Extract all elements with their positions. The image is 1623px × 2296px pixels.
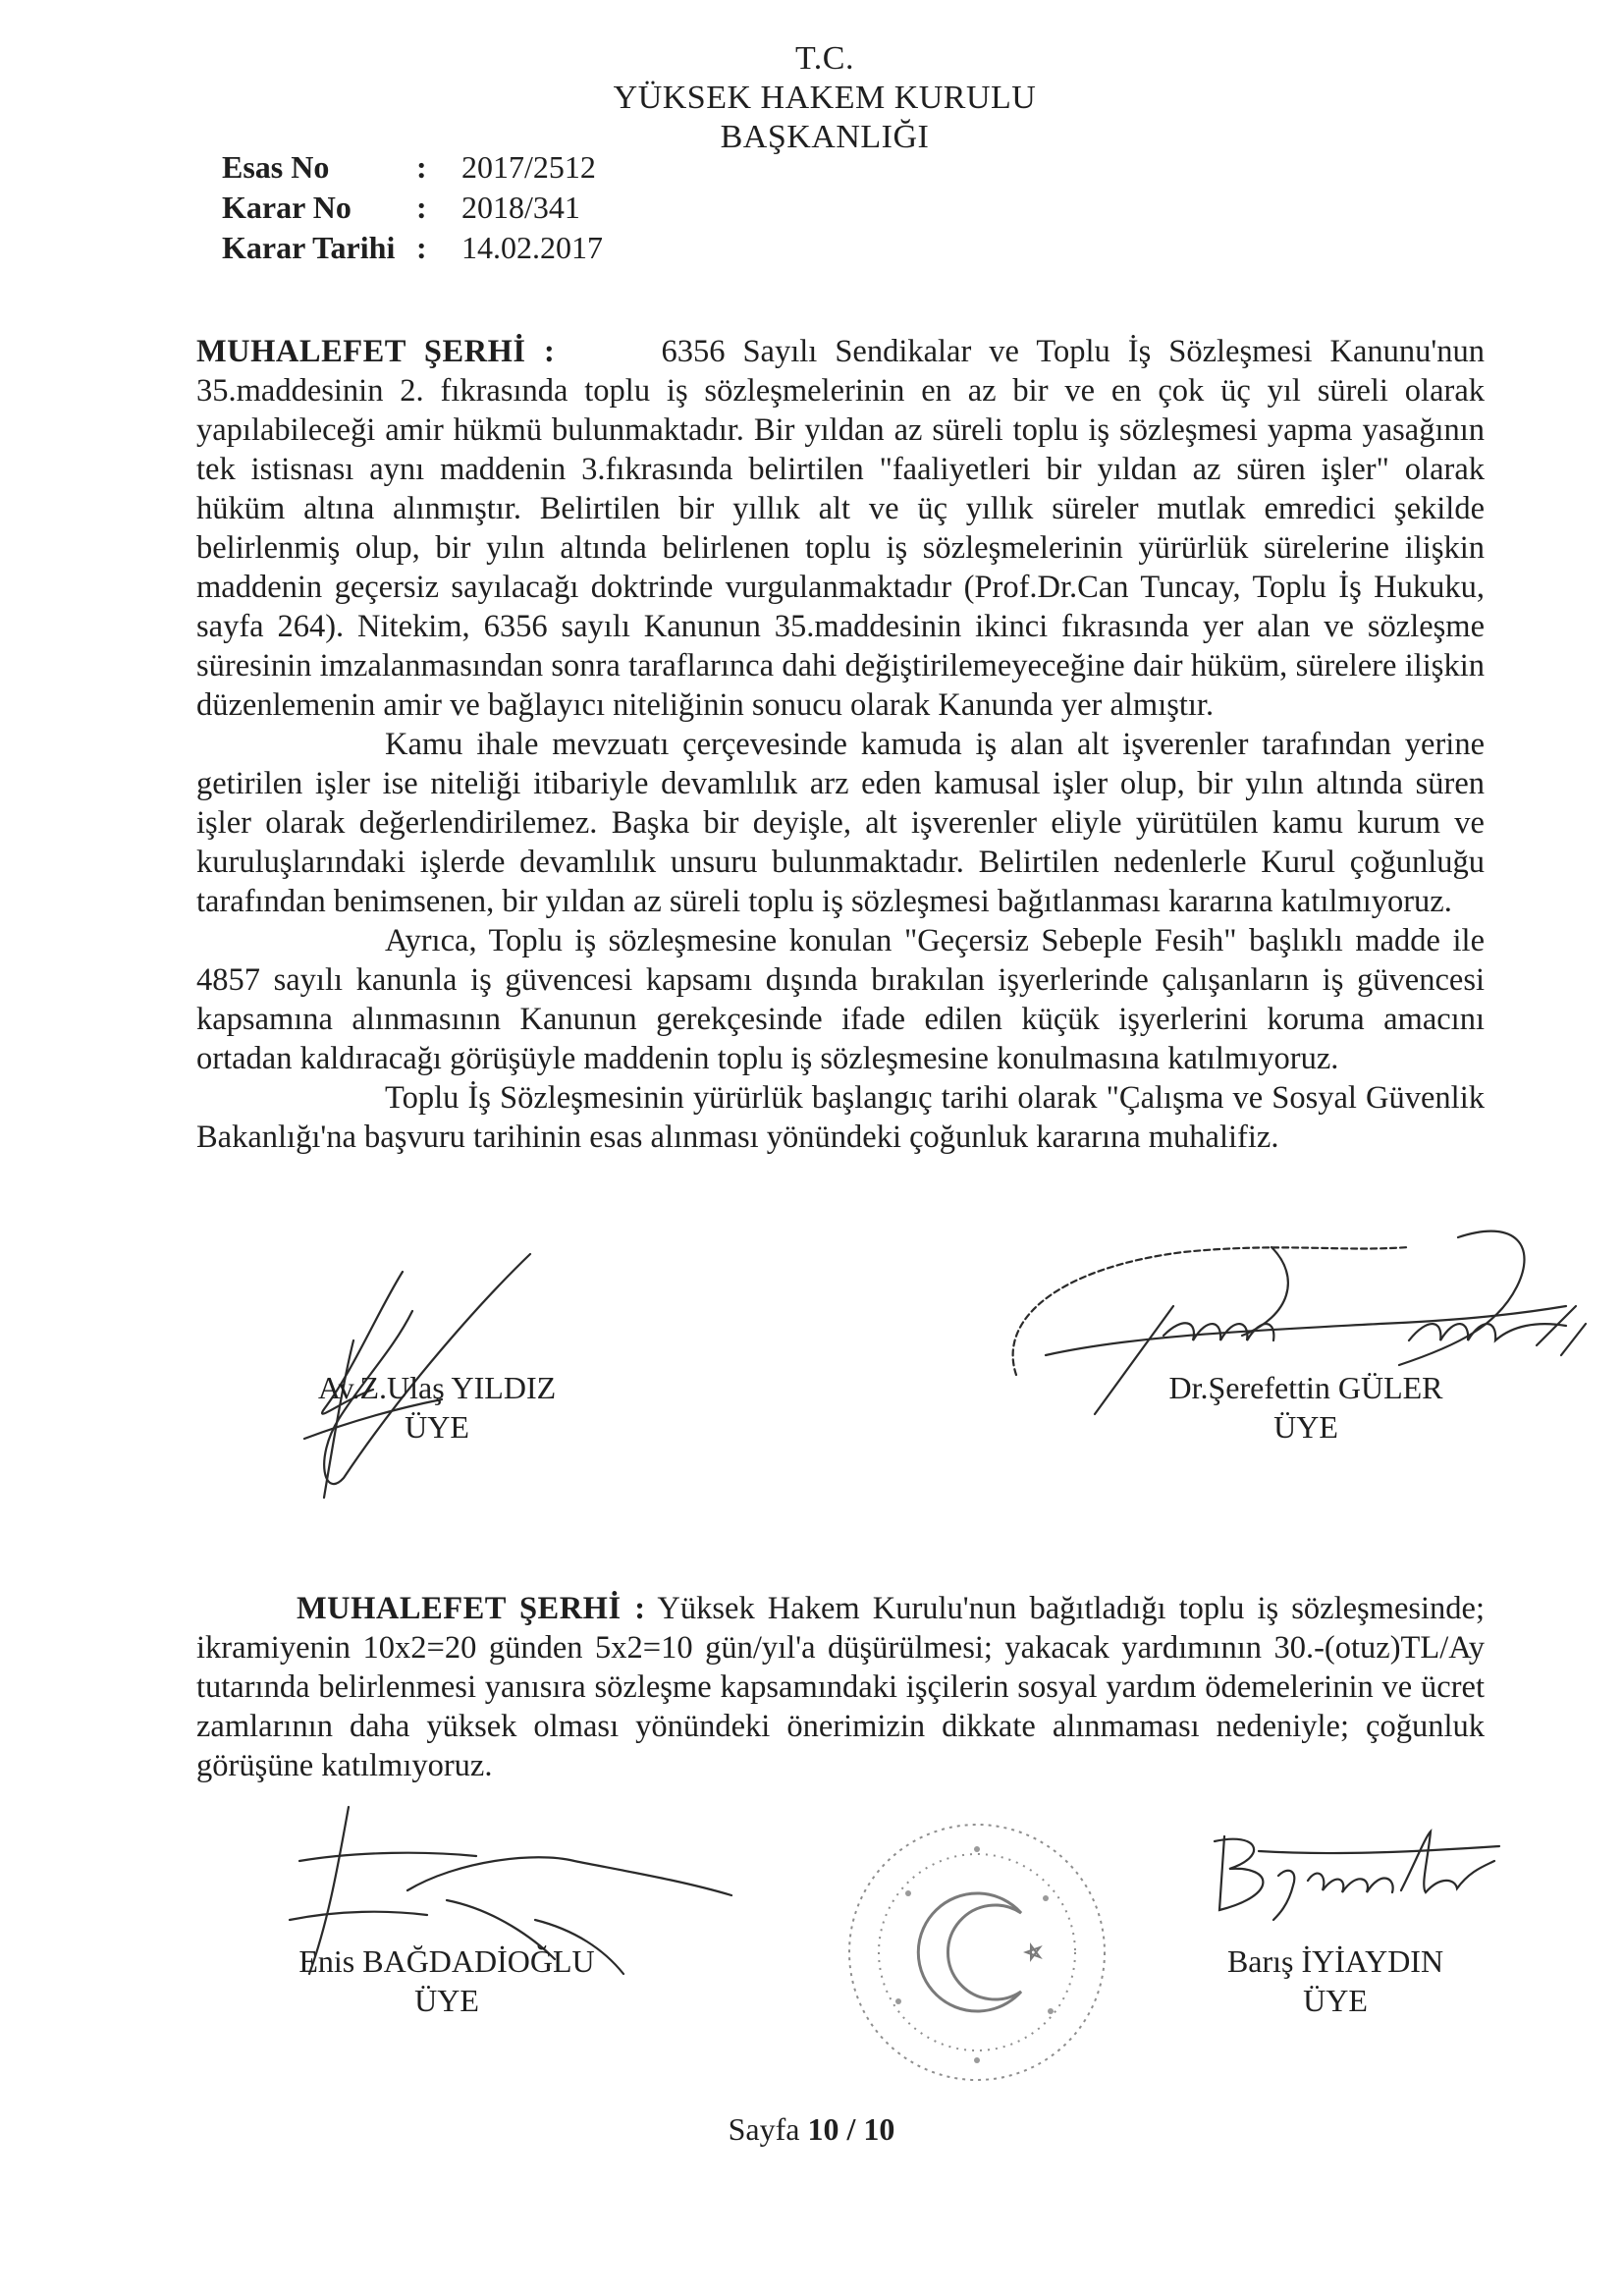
signatory-name-yildiz: Av.Z.Ulaş YILDIZ [317, 1370, 557, 1405]
institution-header [550, 39, 1100, 157]
esas-value: 2017/2512 [461, 149, 596, 185]
signature-block-yildiz [280, 1368, 594, 1447]
tarih-row [222, 228, 603, 268]
header-line-tc: T.C. [795, 40, 854, 77]
dissent1-paragraph-1 [196, 332, 1485, 725]
dissent1-paragraph-3: Ayrıca, Toplu iş sözleşmesine konulan "Geçersiz Sebeple Fesih" başlıklı madde ile 4857 sayılı kanunla iş güvencesi kapsamı dışında bırakılan işyerlerinde çalışanların iş güvencesi kapsamına alınmasının Kanunun gerekçesinde ifade edilen küçük işyerlerini koruma amacını ortadan kaldıracağı görüşüyle maddenin toplu iş sözleşmesine konulmasına katılmıyoruz. [196, 923, 1485, 1076]
dissent2-title: MUHALEFET ŞERHİ : [297, 1591, 646, 1626]
signature-block-bagdadioglu [260, 1941, 633, 2020]
dissent-opinion-2 [196, 1589, 1485, 1785]
dissent1-title: MUHALEFET ŞERHİ : [196, 334, 556, 369]
signature-iyiaydin [1200, 1822, 1514, 1930]
signatory-name-bagdadioglu: Enis BAĞDADİOĞLU [298, 1943, 595, 1979]
case-metadata [222, 147, 603, 268]
signature-block-guler [1119, 1368, 1492, 1447]
header-line-presidency: BAŞKANLIĞI [720, 119, 930, 155]
official-seal [839, 1815, 1114, 2090]
signatory-role-iyiaydin: ÜYE [1303, 1983, 1368, 2018]
dissent1-paragraph-1-text: 6356 Sayılı Sendikalar ve Toplu İş Sözleşmesi Kanunu'nun 35.maddesinin 2. fıkrasında toplu iş sözleşmelerinin en az bir ve en çok üç yıl süreli olarak yapılabileceği amir hükmü bulunmaktadır. Bir yıldan az süreli toplu iş sözleşmesi yapma yasağının tek istisnası aynı maddenin 3.fıkrasında belirtilen "faaliyetleri bir yıldan az süren işler" olarak hüküm altına alınmıştır. Belirtilen bir yıllık alt ve üç yıllık süreler mutlak emredici şekilde belirlenmiş olup, bir yılın altında belirlenen toplu iş sözleşmelerinin yürürlük sürelerine ilişkin maddenin geçersiz sayılacağı doktrinde vurgulanmaktadır (Prof.Dr.Can Tuncay, Toplu İş Hukuku, sayfa 264). Nitekim, 6356 sayılı Kanunun 35.maddesinin ikinci fıkrasında yer alan ve sözleşme süresinin imzalanmasından sonra taraflarınca dahi değiştirilemeyeceğine dair hüküm, sürelere ilişkin düzenlemenin amir ve bağlayıcı niteliğinin sonucu olarak Kanunda yer almıştır. [196, 334, 1486, 723]
karar-colon: : [416, 190, 427, 225]
karar-value: 2018/341 [461, 190, 580, 225]
tarih-colon: : [416, 230, 427, 265]
signature-block-iyiaydin [1168, 1941, 1502, 2020]
signatory-name-guler: Dr.Şerefettin GÜLER [1168, 1370, 1443, 1405]
page-footer [0, 2111, 1623, 2148]
page-number: 10 / 10 [807, 2111, 895, 2147]
signatory-role-guler: ÜYE [1273, 1409, 1338, 1445]
karar-row [222, 188, 603, 228]
dissent-opinion-1 [196, 332, 1485, 1157]
esas-colon: : [416, 149, 427, 185]
dissent1-paragraph-2: Kamu ihale mevzuatı çerçevesinde kamuda iş alan alt işverenler tarafından yerine getirilen işler ise niteliği itibariyle devamlılık arz eden kamusal işler olup, bir yılın altında süren işler olarak değerlendirilemez. Başka bir deyişle, alt işverenler eliyle yürütülen kamu kurum ve kuruluşlarındaki işlerde devamlılık unsuru bulunmaktadır. Belirtilen nedenlerle Kurul çoğunluğu tarafından benimsenen, bir yıldan az süreli toplu iş sözleşmesi bağıtlanması kararına katılmıyoruz. [196, 727, 1485, 919]
karar-label: Karar No [222, 190, 352, 225]
page-number-prefix: Sayfa [728, 2111, 808, 2147]
esas-row [222, 147, 603, 188]
header-line-institution: YÜKSEK HAKEM KURULU [613, 80, 1037, 116]
signatory-role-bagdadioglu: ÜYE [414, 1983, 479, 2018]
dissent1-paragraph-4: Toplu İş Sözleşmesinin yürürlük başlangıç tarihi olarak "Çalışma ve Sosyal Güvenlik Bakanlığı'na başvuru tarihinin esas alınması yönündeki çoğunluk kararına muhalifiz. [196, 1080, 1485, 1155]
esas-label: Esas No [222, 149, 330, 185]
tarih-value: 14.02.2017 [461, 230, 603, 265]
dissent2-paragraph-1 [196, 1589, 1485, 1785]
signatory-role-yildiz: ÜYE [405, 1409, 469, 1445]
tarih-label: Karar Tarihi [222, 230, 396, 265]
dissent2-paragraph-1-text: Yüksek Hakem Kurulu'nun bağıtladığı toplu iş sözleşmesinde; ikramiyenin 10x2=20 günden 5x2=10 gün/yıl'a düşürülmesi; yakacak yardımının 30.-(otuz)TL/Ay tutarında belirlenmesi yanısıra sözleşme kapsamındaki işçilerin sosyal yardım ödemelerinin ve ücret zamlarının daha yüksek olması yönündeki önerimizin dikkate alınmaması nedeniyle; çoğunluk görüşüne katılmıyoruz. [196, 1591, 1486, 1783]
signatory-name-iyiaydin: Barış İYİAYDIN [1226, 1943, 1444, 1979]
